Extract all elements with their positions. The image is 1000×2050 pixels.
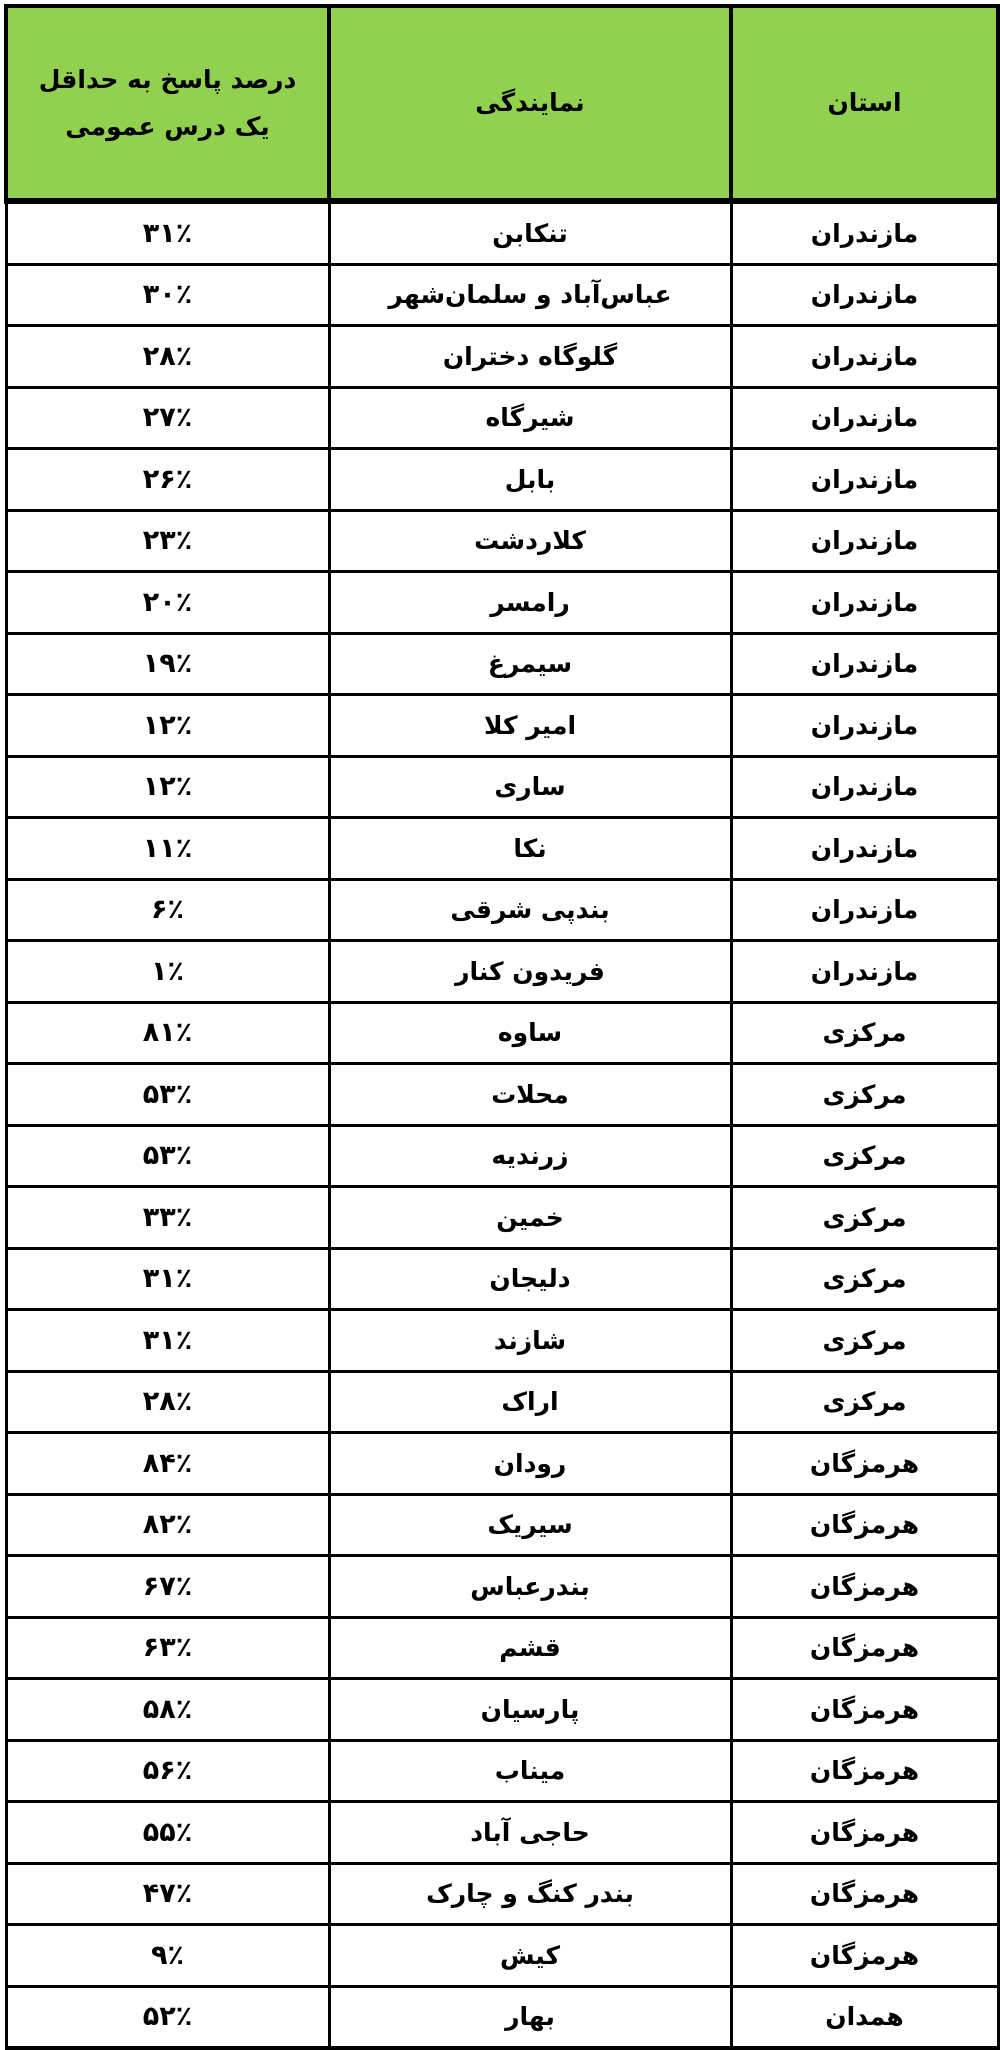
percentage-cell: ۴۷٪ <box>6 1863 329 1925</box>
table-row <box>6 1679 998 1741</box>
province-cell: هرمزگان <box>731 1433 998 1495</box>
representation-cell: گلوگاه دختران <box>329 326 731 388</box>
province-cell: مازندران <box>731 633 998 695</box>
representation-cell: فریدون کنار <box>329 941 731 1003</box>
province-cell: همدان <box>731 1986 998 2048</box>
table-row <box>6 326 998 388</box>
table-row <box>6 633 998 695</box>
table-row <box>6 1002 998 1064</box>
province-cell: مرکزی <box>731 1310 998 1372</box>
province-cell: مرکزی <box>731 1002 998 1064</box>
province-cell: مازندران <box>731 818 998 880</box>
percentage-cell: ۱۲٪ <box>6 756 329 818</box>
province-cell: مازندران <box>731 264 998 326</box>
percentage-cell: ۵۶٪ <box>6 1740 329 1802</box>
table-body <box>6 201 998 2048</box>
percentage-cell: ۹٪ <box>6 1925 329 1987</box>
percentage-cell: ۳۱٪ <box>6 1310 329 1372</box>
percentage-cell: ۲۷٪ <box>6 387 329 449</box>
province-cell: مازندران <box>731 387 998 449</box>
representation-cell: نکا <box>329 818 731 880</box>
province-cell: مرکزی <box>731 1371 998 1433</box>
table-row <box>6 1802 998 1864</box>
province-cell: مازندران <box>731 756 998 818</box>
table-row <box>6 1248 998 1310</box>
table-row <box>6 756 998 818</box>
representation-cell: خمین <box>329 1187 731 1249</box>
representation-cell: کیش <box>329 1925 731 1987</box>
representation-cell: قشم <box>329 1617 731 1679</box>
table-row <box>6 387 998 449</box>
province-cell: هرمزگان <box>731 1494 998 1556</box>
header-province: استان <box>731 6 998 201</box>
percentage-cell: ۱۲٪ <box>6 695 329 757</box>
percentage-cell: ۸۱٪ <box>6 1002 329 1064</box>
province-cell: هرمزگان <box>731 1679 998 1741</box>
percentage-cell: ۸۴٪ <box>6 1433 329 1495</box>
province-cell: مرکزی <box>731 1125 998 1187</box>
table-row <box>6 1740 998 1802</box>
table-row <box>6 449 998 511</box>
table-row <box>6 1986 998 2048</box>
percentage-cell: ۱۱٪ <box>6 818 329 880</box>
representation-cell: بندرعباس <box>329 1556 731 1618</box>
percentage-cell: ۳۱٪ <box>6 1248 329 1310</box>
table-row <box>6 1617 998 1679</box>
province-cell: مازندران <box>731 510 998 572</box>
representation-cell: بهار <box>329 1986 731 2048</box>
representation-cell: زرندیه <box>329 1125 731 1187</box>
province-cell: مرکزی <box>731 1248 998 1310</box>
province-cell: هرمزگان <box>731 1556 998 1618</box>
table-row <box>6 1556 998 1618</box>
percentage-cell: ۵۳٪ <box>6 1125 329 1187</box>
representation-cell: بندر کنگ و چارک <box>329 1863 731 1925</box>
representation-cell: تنکابن <box>329 201 731 264</box>
representation-cell: شازند <box>329 1310 731 1372</box>
representation-cell: کلاردشت <box>329 510 731 572</box>
percentage-cell: ۵۳٪ <box>6 1064 329 1126</box>
representation-cell: دلیجان <box>329 1248 731 1310</box>
table-row <box>6 1125 998 1187</box>
province-cell: مازندران <box>731 326 998 388</box>
header-percentage: درصد پاسخ به حداقل یک درس عمومی <box>6 6 329 201</box>
representation-cell: بابل <box>329 449 731 511</box>
table-row <box>6 1433 998 1495</box>
province-cell: هرمزگان <box>731 1740 998 1802</box>
representation-cell: رامسر <box>329 572 731 634</box>
percentage-cell: ۲۳٪ <box>6 510 329 572</box>
percentage-cell: ۶۳٪ <box>6 1617 329 1679</box>
percentage-cell: ۶۷٪ <box>6 1556 329 1618</box>
representation-cell: سیمرغ <box>329 633 731 695</box>
province-cell: مازندران <box>731 941 998 1003</box>
table-row <box>6 572 998 634</box>
table-row <box>6 1863 998 1925</box>
table-row <box>6 1064 998 1126</box>
table-row <box>6 941 998 1003</box>
representation-cell: محلات <box>329 1064 731 1126</box>
results-table <box>4 4 1000 2050</box>
representation-cell: میناب <box>329 1740 731 1802</box>
percentage-cell: ۳۰٪ <box>6 264 329 326</box>
table-row <box>6 1187 998 1249</box>
province-cell: مازندران <box>731 695 998 757</box>
province-cell: هرمزگان <box>731 1617 998 1679</box>
representation-cell: عباس‌آباد و سلمان‌شهر <box>329 264 731 326</box>
percentage-cell: ۸۲٪ <box>6 1494 329 1556</box>
province-cell: مرکزی <box>731 1187 998 1249</box>
table-row <box>6 264 998 326</box>
representation-cell: ساری <box>329 756 731 818</box>
table-header <box>6 6 998 201</box>
table-row <box>6 818 998 880</box>
province-cell: هرمزگان <box>731 1925 998 1987</box>
table-row <box>6 879 998 941</box>
representation-cell: ساوه <box>329 1002 731 1064</box>
representation-cell: امیر کلا <box>329 695 731 757</box>
table-row <box>6 1310 998 1372</box>
province-cell: هرمزگان <box>731 1802 998 1864</box>
percentage-cell: ۵۵٪ <box>6 1802 329 1864</box>
province-cell: مرکزی <box>731 1064 998 1126</box>
header-representation: نمایندگی <box>329 6 731 201</box>
table-row <box>6 695 998 757</box>
province-cell: مازندران <box>731 449 998 511</box>
representation-cell: سیریک <box>329 1494 731 1556</box>
percentage-cell: ۲۸٪ <box>6 1371 329 1433</box>
percentage-cell: ۶٪ <box>6 879 329 941</box>
representation-cell: رودان <box>329 1433 731 1495</box>
representation-cell: بندپی شرقی <box>329 879 731 941</box>
representation-cell: حاجی آباد <box>329 1802 731 1864</box>
percentage-cell: ۲۶٪ <box>6 449 329 511</box>
percentage-cell: ۲۰٪ <box>6 572 329 634</box>
table-row <box>6 510 998 572</box>
percentage-cell: ۵۸٪ <box>6 1679 329 1741</box>
table-row <box>6 1371 998 1433</box>
percentage-cell: ۱٪ <box>6 941 329 1003</box>
table-row <box>6 1494 998 1556</box>
representation-cell: اراک <box>329 1371 731 1433</box>
percentage-cell: ۳۳٪ <box>6 1187 329 1249</box>
representation-cell: پارسیان <box>329 1679 731 1741</box>
percentage-cell: ۵۲٪ <box>6 1986 329 2048</box>
percentage-cell: ۳۱٪ <box>6 201 329 264</box>
province-cell: مازندران <box>731 572 998 634</box>
table-row <box>6 201 998 264</box>
percentage-cell: ۲۸٪ <box>6 326 329 388</box>
province-cell: مازندران <box>731 879 998 941</box>
percentage-cell: ۱۹٪ <box>6 633 329 695</box>
table-row <box>6 1925 998 1987</box>
province-cell: مازندران <box>731 201 998 264</box>
header-row <box>6 6 998 201</box>
province-cell: هرمزگان <box>731 1863 998 1925</box>
representation-cell: شیرگاه <box>329 387 731 449</box>
